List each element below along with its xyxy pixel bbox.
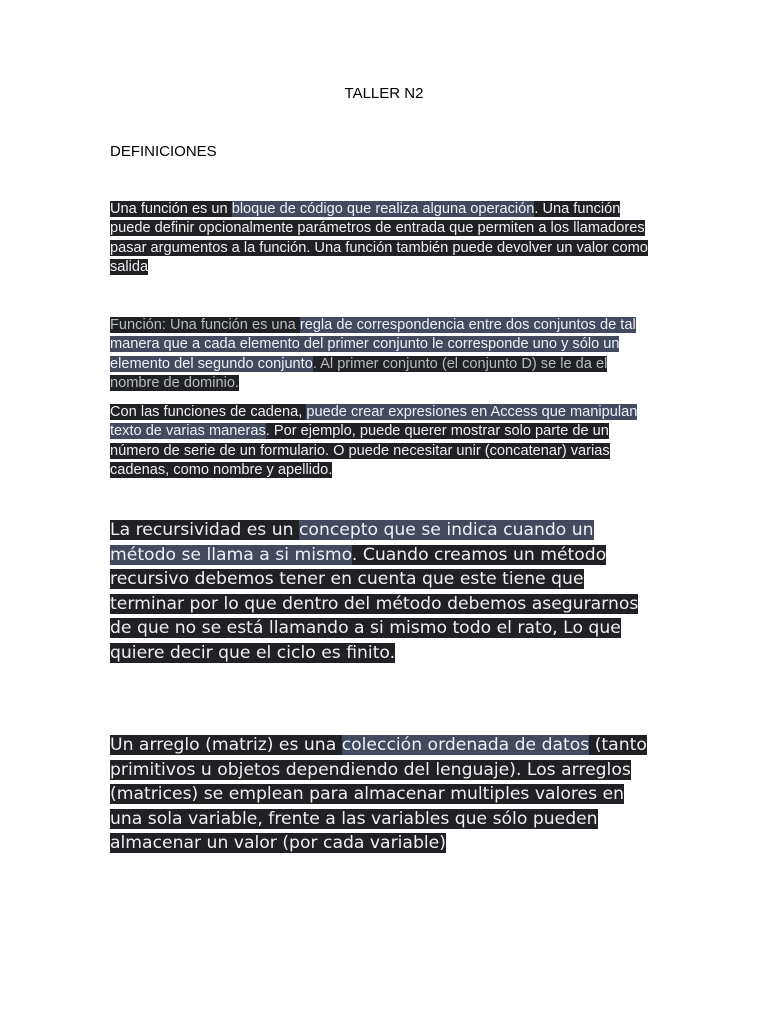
paragraph-text: Con las funciones de cadena, — [110, 404, 307, 420]
document-title: TALLER N2 — [344, 85, 424, 102]
paragraph-highlight: regla de correspondencia entre dos conjuntos de tal manera que a cada elemento del primer conjunto le corresponde uno y sólo un elemento del segundo conjunto — [110, 317, 636, 372]
paragraph-text: Un arreglo (matriz) es una — [110, 735, 342, 755]
paragraph-text: Una función es un — [110, 201, 232, 217]
paragraph-text: . Por ejemplo, puede querer mostrar solo parte de un número de serie de un formulario. O puede necesitar unir (concatenar) varias cadenas, como nombre y apellido. — [110, 423, 610, 478]
paragraph-highlight: concepto que se indica cuando un método se llama a si mismo — [110, 520, 594, 565]
paragraph-text: (tanto primitivos u objetos dependiendo del lenguaje). Los arreglos (matrices) se emplean para almacenar multiples valores en una sola variable, frente a las variables que sólo pueden almacenar un valor (por cada variable) — [110, 735, 647, 853]
paragraph-text: . Al primer conjunto (el conjunto D) se le da el nombre de dominio. — [110, 355, 608, 391]
paragraph-highlight: colección ordenada de datos — [341, 735, 590, 755]
definition-funciones-cadena-paragraph — [110, 403, 658, 480]
paragraph-text: . Cuando creamos un método recursivo debemos tener en cuenta que este tiene que terminar por lo que dentro del método debemos asegurarnos de que no se está llamando a si mismo todo el rato, Lo que quiere decir que el ciclo es finito. — [110, 544, 639, 663]
paragraph-highlight: bloque de código que realiza alguna operación — [231, 201, 535, 217]
section-heading: DEFINICIONES — [110, 143, 217, 160]
definition-funcion-paragraph — [110, 200, 658, 277]
definition-funcion-matematica-paragraph — [110, 316, 658, 393]
paragraph-text: . Una función puede definir opcionalmente parámetros de entrada que permiten a los llamadores pasar argumentos a la función. Una función también puede devolver un valor como salida — [110, 201, 648, 275]
definition-arreglo-paragraph — [110, 733, 660, 856]
paragraph-text: Función: Una función es una — [110, 317, 300, 333]
definition-recursividad-paragraph — [110, 518, 660, 665]
paragraph-highlight: puede crear expresiones en Access que manipulan texto de varias maneras — [110, 404, 638, 440]
paragraph-text: La recursividad es un — [110, 520, 299, 540]
